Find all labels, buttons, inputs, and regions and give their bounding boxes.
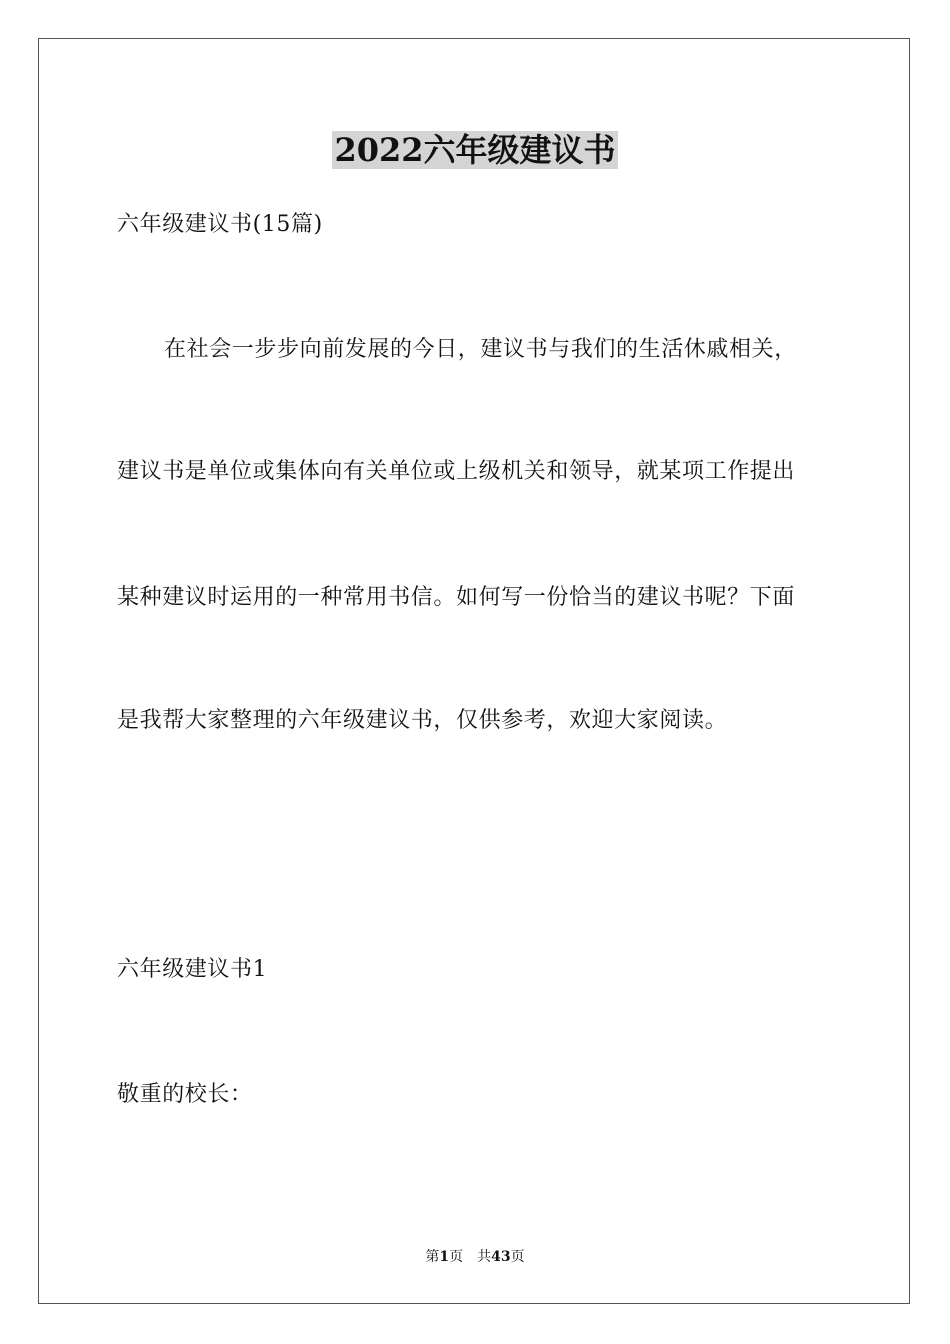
intro-line-4: 是我帮大家整理的六年级建议书，仅供参考，欢迎大家阅读。 <box>117 708 728 733</box>
section-heading: 六年级建议书1 <box>117 957 268 982</box>
intro-line-1: 在社会一步步向前发展的今日，建议书与我们的生活休戚相关， <box>164 337 797 362</box>
footer-total-suffix: 页 <box>510 1249 525 1265</box>
document-title <box>0 126 950 174</box>
intro-line-2: 建议书是单位或集体向有关单位或上级机关和领导，就某项工作提出 <box>117 459 796 484</box>
footer-total-pages: 43 <box>491 1249 511 1265</box>
document-subtitle: 六年级建议书(15篇) <box>117 212 323 237</box>
footer-total-prefix: 共 <box>477 1249 492 1265</box>
page-footer <box>0 1247 950 1267</box>
footer-page-prefix: 第 <box>425 1249 440 1265</box>
intro-line-3: 某种建议时运用的一种常用书信。如何写一份恰当的建议书呢？下面 <box>117 585 796 610</box>
footer-page-suffix: 页 <box>449 1249 464 1265</box>
salutation: 敬重的校长： <box>117 1082 253 1107</box>
document-title-text: 2022六年级建议书 <box>334 131 616 169</box>
footer-page-number: 1 <box>439 1249 450 1265</box>
